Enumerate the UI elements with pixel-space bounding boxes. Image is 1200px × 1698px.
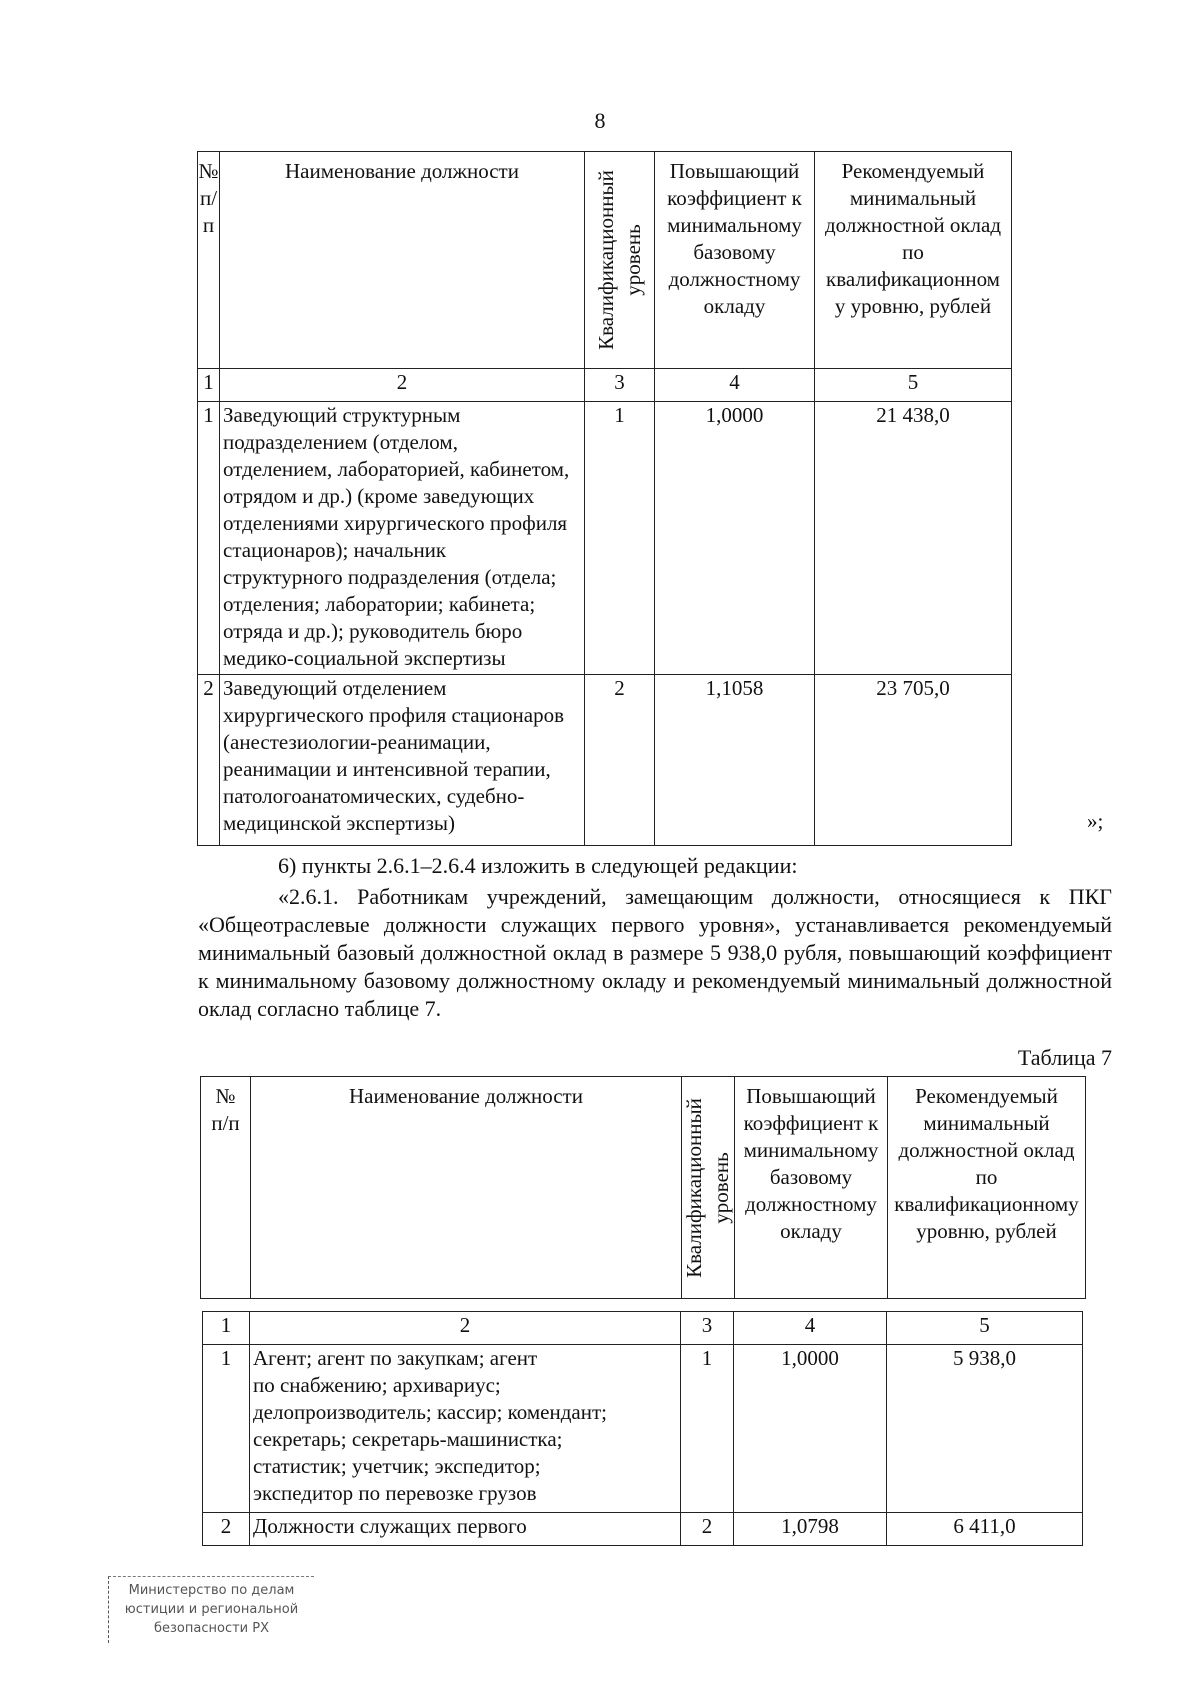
column-numbers-row [203,1312,1083,1345]
header-salary: Рекомендуемый минимальный должностной оклад по квалификационном у уровню, рублей [815,152,1012,369]
salary: 23 705,0 [815,675,1012,846]
qualification-level: 1 [681,1345,734,1513]
table-header-row [201,1077,1086,1299]
salary-table-7-header [200,1076,1086,1299]
coefficient: 1,0000 [734,1345,887,1513]
ministry-stamp: Министерство по делам юстиции и региональной безопасности РХ [108,1576,314,1643]
salary: 6 411,0 [887,1513,1083,1546]
salary-table-6 [197,151,1012,846]
table-row [198,402,1012,675]
header-coefficient: Повышающий коэффициент к минимальному базовому должностному окладу [735,1077,888,1299]
table-closing-quote: »; [1087,809,1104,833]
header-qualification-level [682,1077,735,1299]
position-name: Заведующий структурным подразделением (отделом, отделением, лабораторией, кабинетом, отрядом и др.) (кроме заведующих отделениями хирургического профиля стационаров); начальник структурного подразделения (отдела; отделения; лаборатории; кабинета; отряда и др.); руководитель бюро медико-социальной экспертизы [220,402,585,675]
table-row [203,1345,1083,1513]
row-number: 1 [203,1345,250,1513]
table-row [198,675,1012,846]
qualification-level: 2 [585,675,655,846]
column-number: 3 [585,369,655,402]
salary-table-7-body [202,1311,1083,1546]
coefficient: 1,0798 [734,1513,887,1546]
row-number: 2 [198,675,220,846]
page-number: 8 [594,108,606,133]
qualification-level: 2 [681,1513,734,1546]
position-name: Агент; агент по закупкам; агент по снабжению; архивариус; делопроизводитель; кассир; комендант; секретарь; секретарь-машинистка; статистик; учетчик; экспедитор; экспедитор по перевозке грузов [250,1345,681,1513]
row-number: 2 [203,1513,250,1546]
item-6-text: 6) пункты 2.6.1–2.6.4 изложить в следующей редакции: [278,853,798,878]
header-number: № п/п [198,152,220,369]
column-number: 1 [198,369,220,402]
position-name: Заведующий отделением хирургического профиля стационаров (анестезиологии-реанимации, реанимации и интенсивной терапии, патологоанатомических, судебно- медицинской экспертизы) [220,675,585,846]
header-number: № п/п [201,1077,251,1299]
column-number: 4 [734,1312,887,1345]
header-salary: Рекомендуемый минимальный должностной оклад по квалификационному уровню, рублей [888,1077,1086,1299]
header-qualification-level [585,152,655,369]
table-caption: Таблица 7 [1017,1045,1112,1070]
column-number: 5 [815,369,1012,402]
table-row [203,1513,1083,1546]
salary: 21 438,0 [815,402,1012,675]
column-number: 2 [220,369,585,402]
column-number: 2 [250,1312,681,1345]
header-position-name: Наименование должности [251,1077,682,1299]
column-numbers-row [198,369,1012,402]
column-number: 1 [203,1312,250,1345]
column-number: 3 [681,1312,734,1345]
header-coefficient: Повышающий коэффициент к минимальному базовому должностному окладу [655,152,815,369]
coefficient: 1,0000 [655,402,815,675]
table-header-row [198,152,1012,369]
column-number: 4 [655,369,815,402]
header-qualification-level-text: Квалификационный уровень [682,1097,733,1278]
clause-2-6-1: «2.6.1. Работникам учреждений, замещающим должности, относящиеся к ПКГ «Общеотраслевые должности служащих первого уровня», устанавливается рекомендуемый минимальный базовый должностной оклад в размере 5 938,0 рубля, повышающий коэффициент к минимальному базовому должностному окладу и рекомендуемый минимальный должностной оклад согласно таблице 7. [198,884,1112,1021]
row-number: 1 [198,402,220,675]
header-qualification-level-text: Квалификационный уровень [593,170,645,350]
column-number: 5 [887,1312,1083,1345]
header-position-name: Наименование должности [220,152,585,369]
position-name: Должности служащих первого [250,1513,681,1546]
qualification-level: 1 [585,402,655,675]
salary: 5 938,0 [887,1345,1083,1513]
coefficient: 1,1058 [655,675,815,846]
